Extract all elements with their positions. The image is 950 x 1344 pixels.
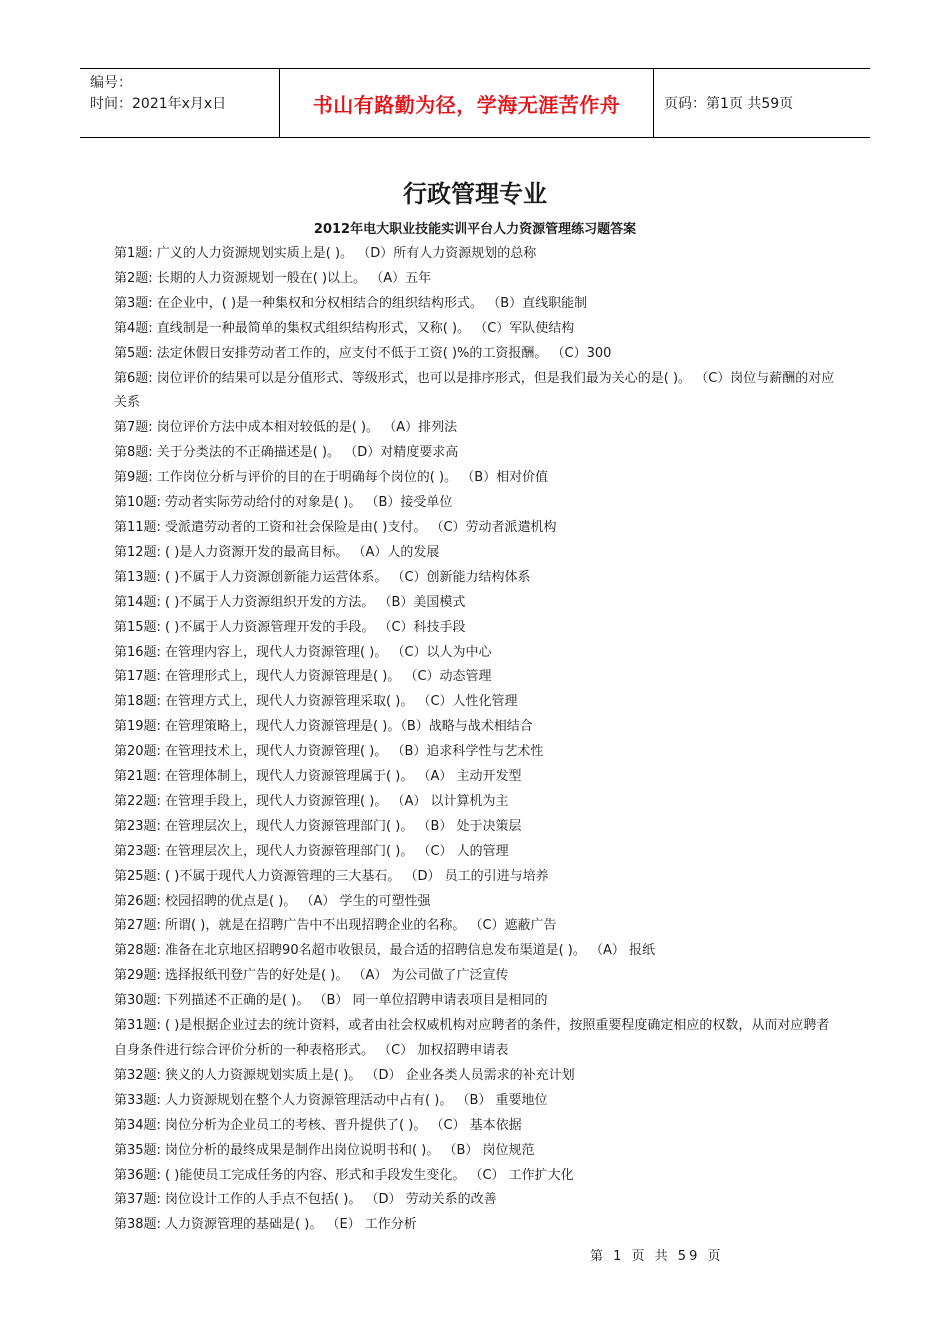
question-item: 第17题: 在管理形式上，现代人力资源管理是( )。 （C）动态管理 — [114, 669, 492, 685]
question-item: 第37题: 岗位设计工作的人手点不包括( )。 （D） 劳动关系的改善 — [114, 1192, 497, 1208]
question-item: 第30题: 下列描述不正确的是( )。 （B） 同一单位招聘申请表项目是相同的 — [114, 993, 548, 1009]
question-item: 第36题: ( )能使员工完成任务的内容、形式和手段发生变化。 （C） 工作扩大化 — [114, 1167, 574, 1183]
question-item: 第1题: 广义的人力资源规划实质上是( )。 （D）所有人力资源规划的总称 — [114, 246, 537, 261]
question-item: 第29题: 选择报纸刊登广告的好处是( )。 （A） 为公司做了广泛宣传 — [114, 968, 509, 984]
question-item: 第26题: 校园招聘的优点是( )。 （A） 学生的可塑性强 — [114, 893, 431, 909]
question-item: 第13题: ( )不属于人力资源创新能力运营体系。 （C）创新能力结构体系 — [114, 569, 531, 585]
question-item: 第35题: 岗位分析的最终成果是制作出岗位说明书和( )。 （B） 岗位规范 — [114, 1142, 535, 1158]
question-item: 第6题: 岗位评价的结果可以是分值形式、等级形式，也可以是排序形式，但是我们最为关心的是( )。 （C）岗位与薪酬的对应关系 — [114, 370, 835, 411]
question-item: 第11题: 受派遣劳动者的工资和社会保险是由( )支付。 （C）劳动者派遣机构 — [114, 519, 557, 535]
question-item: 第16题: 在管理内容上，现代人力资源管理( )。 （C）以人为中心 — [114, 644, 492, 660]
question-item: 第23题: 在管理层次上，现代人力资源管理部门( )。 （C） 人的管理 — [114, 843, 509, 859]
question-item: 第28题: 准备在北京地区招聘90名超市收银员，最合适的招聘信息发布渠道是( )。 （A） 报纸 — [114, 943, 656, 959]
document-subtitle: 2012年电大职业技能实训平台人力资源管理练习题答案 — [313, 222, 637, 237]
question-list — [114, 242, 840, 1238]
question-item: 第3题: 在企业中，( )是一种集权和分权相结合的组织结构形式。 （B）直线职能制 — [114, 295, 588, 311]
question-item: 第8题: 关于分类法的不正确描述是( )。 （D）对精度要求高 — [114, 445, 459, 461]
question-item: 第14题: ( )不属于人力资源组织开发的方法。 （B）美国模式 — [114, 594, 466, 610]
header-meta — [80, 69, 280, 137]
question-item: 第34题: 岗位分析为企业员工的考核、晋升提供了( )。 （C） 基本依据 — [114, 1117, 522, 1133]
question-item: 第25题: ( )不属于现代人力资源管理的三大基石。 （D） 员工的引进与培养 — [114, 868, 549, 884]
question-item: 第15题: ( )不属于人力资源管理开发的手段。 （C）科技手段 — [114, 619, 466, 635]
question-item: 第18题: 在管理方式上，现代人力资源管理采取( )。 （C）人性化管理 — [114, 694, 518, 710]
question-item: 第4题: 直线制是一种最简单的集权式组织结构形式，又称( )。 （C）军队使结构 — [114, 320, 575, 336]
question-item: 第2题: 长期的人力资源规划一般在( )以上。 （A）五年 — [114, 270, 432, 286]
question-item: 第7题: 岗位评价方法中成本相对较低的是( )。 （A）排列法 — [114, 420, 458, 436]
question-item: 第20题: 在管理技术上，现代人力资源管理( )。 （B）追求科学性与艺术性 — [114, 744, 544, 760]
page-header — [80, 68, 870, 138]
question-item: 第5题: 法定休假日安排劳动者工作的，应支付不低于工资( )%的工资报酬。 （C）300 — [114, 345, 612, 361]
question-item: 第9题: 工作岗位分析与评价的目的在于明确每个岗位的( )。 （B）相对价值 — [114, 470, 549, 486]
question-item: 第10题: 劳动者实际劳动给付的对象是( )。 （B）接受单位 — [114, 495, 453, 511]
question-item: 第19题: 在管理策略上，现代人力资源管理是( )。（B）战略与战术相结合 — [114, 719, 533, 735]
header-slogan: 书山有路勤为径，学海无涯苦作舟 — [280, 69, 654, 137]
question-item: 第38题: 人力资源管理的基础是( )。 （E） 工作分析 — [114, 1217, 417, 1233]
header-time-label: 时间：2021年x月x日 — [90, 96, 227, 112]
document-title: 行政管理专业 — [403, 180, 547, 208]
question-item: 第23题: 在管理层次上，现代人力资源管理部门( )。 （B） 处于决策层 — [114, 818, 522, 834]
header-number-label: 编号： — [90, 75, 132, 91]
header-page-info: 页码：第1页 共59页 — [664, 96, 794, 112]
question-item: 第31题: ( )是根据企业过去的统计资料，或者由社会权威机构对应聘者的条件，按照重要程度确定相应的权数，从而对应聘者自身条件进行综合评价分析的一种表格形式。 （C） 加权招聘申请表 — [114, 1018, 830, 1058]
page-footer: 第 1 页 共 59 页 — [590, 1249, 724, 1264]
question-item: 第33题: 人力资源规划在整个人力资源管理活动中占有( )。 （B） 重要地位 — [114, 1092, 548, 1108]
question-item: 第32题: 狭义的人力资源规划实质上是( )。 （D） 企业各类人员需求的补充计划 — [114, 1067, 575, 1083]
question-item: 第21题: 在管理体制上，现代人力资源管理属于( )。 （A） 主动开发型 — [114, 769, 522, 785]
question-item: 第27题: 所谓( )，就是在招聘广告中不出现招聘企业的名称。 （C）遮蔽广告 — [114, 918, 557, 934]
question-item: 第12题: ( )是人力资源开发的最高目标。 （A）人的发展 — [114, 544, 440, 560]
question-item: 第22题: 在管理手段上，现代人力资源管理( )。 （A） 以计算机为主 — [114, 793, 509, 809]
